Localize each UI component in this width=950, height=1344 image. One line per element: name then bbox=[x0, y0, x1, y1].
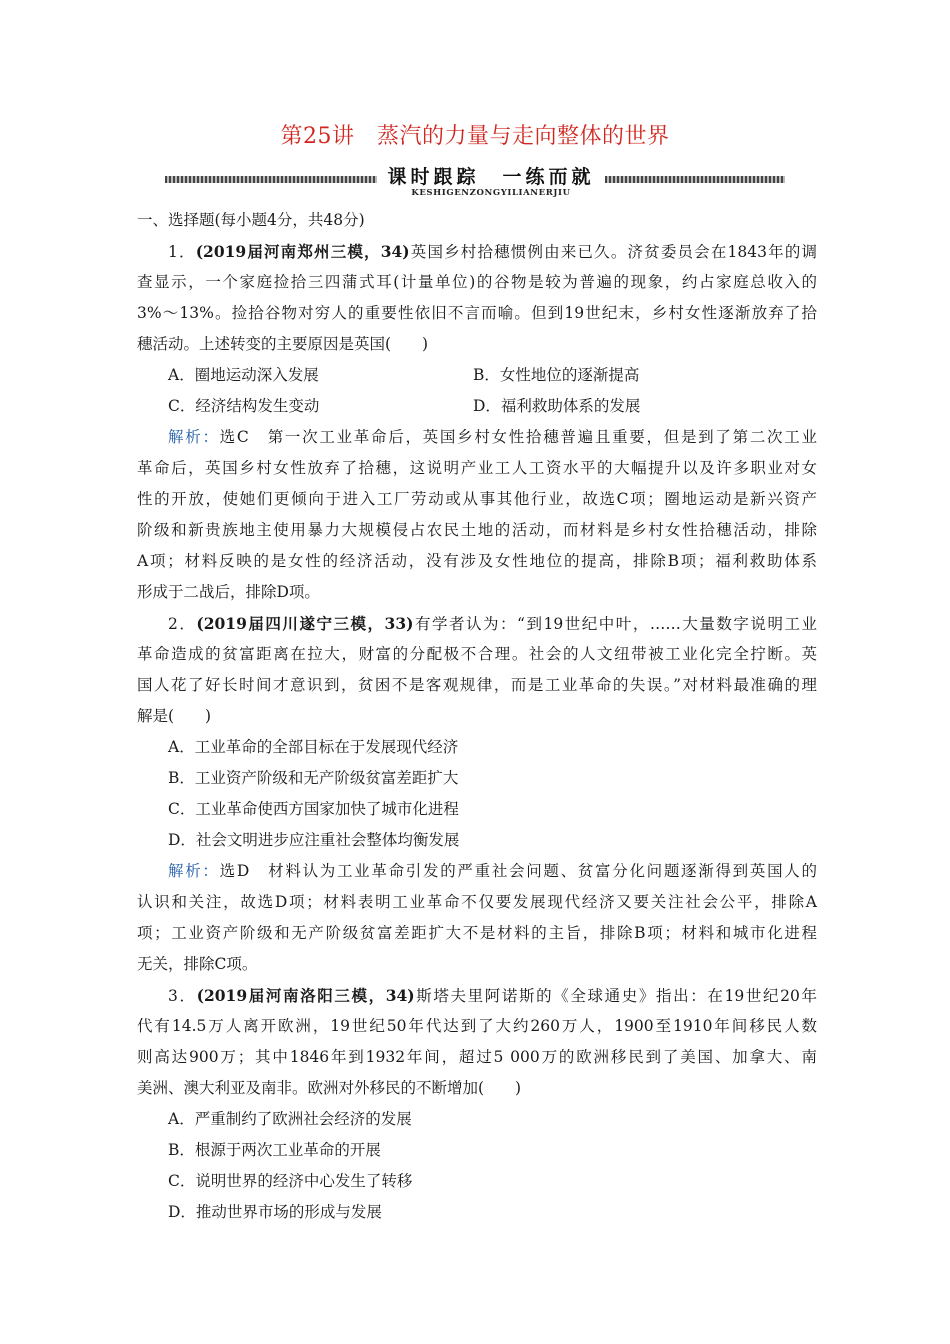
option-c[interactable]: C．经济结构发生变动 bbox=[168, 397, 320, 415]
question-text: 斯塔夫里阿诺斯的《全球通史》指出：在19世纪20年 bbox=[414, 987, 817, 1005]
banner-label: 课时跟踪 一练而就 bbox=[387, 166, 595, 188]
question-stem-line bbox=[137, 236, 817, 267]
analysis-line: 形成于二战后，排除D项。 bbox=[137, 583, 320, 601]
option-a[interactable]: A．圈地运动深入发展 bbox=[168, 366, 319, 384]
question-2 bbox=[137, 608, 817, 980]
banner-rule-right bbox=[605, 176, 785, 183]
question-1 bbox=[137, 236, 817, 608]
analysis-label: 解析： bbox=[168, 862, 220, 880]
analysis-line bbox=[137, 856, 817, 887]
question-stem-line bbox=[137, 608, 817, 639]
analysis-line: A项；材料反映的是女性的经济活动，没有涉及女性地位的提高，排除B项；福利救助体系 bbox=[137, 552, 817, 570]
question-stem-line: 革命造成的贫富距离在拉大，财富的分配极不合理。社会的人文纽带被工业化完全拧断。英 bbox=[137, 645, 817, 663]
question-stem-line: 则高达900万；其中1846年到1932年间，超过5 000万的欧洲移民到了美国、加拿大、南 bbox=[137, 1048, 817, 1066]
option-d[interactable]: D．社会文明进步应注重社会整体均衡发展 bbox=[168, 831, 460, 849]
question-text: 有学者认为：“到19世纪中叶，……大量数字说明工业 bbox=[413, 615, 817, 633]
option-d[interactable]: D．福利救助体系的发展 bbox=[473, 397, 641, 415]
question-text: 英国乡村拾穗惯例由来已久。济贫委员会在1843年的调 bbox=[409, 243, 817, 261]
option-c[interactable]: C．工业革命使西方国家加快了城市化进程 bbox=[168, 800, 459, 818]
option-c[interactable]: C．说明世界的经济中心发生了转移 bbox=[168, 1172, 413, 1190]
question-3 bbox=[137, 980, 817, 1228]
question-source: (2019届河南洛阳三模，34) bbox=[196, 986, 415, 1005]
question-number: 2． bbox=[168, 615, 197, 633]
option-b[interactable]: B．根源于两次工业革命的开展 bbox=[168, 1141, 381, 1159]
option-row bbox=[137, 391, 817, 422]
question-number: 1． bbox=[168, 243, 196, 261]
question-stem-line: 代有14.5万人离开欧洲，19世纪50年代达到了大约260万人，1900至1910年间移民人数 bbox=[137, 1017, 817, 1035]
section-heading: 一、选择题(每小题4分，共48分) bbox=[137, 211, 365, 229]
analysis-text: 选D 材料认为工业革命引发的严重社会问题、贫富分化问题逐渐得到英国人的 bbox=[219, 862, 817, 880]
option-row bbox=[137, 360, 817, 391]
lesson-title: 第25讲 蒸汽的力量与走向整体的世界 bbox=[280, 124, 670, 149]
question-stem-line: 3%～13%。捡拾谷物对穷人的重要性依旧不言而喻。但到19世纪末，乡村女性逐渐放弃了拾 bbox=[137, 304, 817, 322]
analysis-line: 阶级和新贵族地主使用暴力大规模侵占农民土地的活动，而材料是乡村女性拾穗活动，排除 bbox=[137, 521, 817, 539]
option-b[interactable]: B．工业资产阶级和无产阶级贫富差距扩大 bbox=[168, 769, 459, 787]
analysis-text: 选C 第一次工业革命后，英国乡村女性拾穗普遍且重要，但是到了第二次工业 bbox=[219, 428, 817, 446]
analysis-label: 解析： bbox=[168, 428, 220, 446]
analysis-line: 革命后，英国乡村女性放弃了拾穗，这说明产业工人工资水平的大幅提升以及许多职业对女 bbox=[137, 459, 817, 477]
question-stem-line: 国人花了好长时间才意识到，贫困不是客观规律，而是工业革命的失误。”对材料最准确的理 bbox=[137, 676, 817, 694]
question-number: 3． bbox=[168, 987, 197, 1005]
question-source: (2019届河南郑州三模，34) bbox=[195, 242, 410, 261]
option-d[interactable]: D．推动世界市场的形成与发展 bbox=[168, 1203, 382, 1221]
analysis-line: 无关，排除C项。 bbox=[137, 955, 258, 973]
question-list bbox=[137, 205, 817, 1228]
banner-subtitle: KESHIGENZONGYILIANERJIU bbox=[411, 188, 571, 198]
question-stem-line: 美洲、澳大利亚及南非。欧洲对外移民的不断增加( ) bbox=[137, 1079, 522, 1097]
section-banner bbox=[165, 160, 785, 200]
option-a[interactable]: A．工业革命的全部目标在于发展现代经济 bbox=[168, 738, 459, 756]
question-stem-line bbox=[137, 980, 817, 1011]
banner-rule-left bbox=[165, 176, 377, 183]
question-stem-line: 穗活动。上述转变的主要原因是英国( ) bbox=[137, 335, 429, 353]
analysis-line: 项；工业资产阶级和无产阶级贫富差距扩大不是材料的主旨，排除B项；材料和城市化进程 bbox=[137, 924, 817, 942]
analysis-line bbox=[137, 422, 817, 453]
question-stem-line: 查显示，一个家庭捡拾三四蒲式耳(计量单位)的谷物是较为普遍的现象，约占家庭总收入的 bbox=[137, 273, 817, 291]
question-source: (2019届四川遂宁三模，33) bbox=[196, 614, 414, 633]
analysis-line: 认识和关注，故选D项；材料表明工业革命不仅要发展现代经济又要关注社会公平，排除A bbox=[137, 893, 817, 911]
option-a[interactable]: A．严重制约了欧洲社会经济的发展 bbox=[168, 1110, 412, 1128]
option-b[interactable]: B．女性地位的逐渐提高 bbox=[473, 366, 640, 384]
question-stem-line: 解是( ) bbox=[137, 707, 212, 725]
analysis-line: 性的开放，使她们更倾向于进入工厂劳动或从事其他行业，故选C项；圈地运动是新兴资产 bbox=[137, 490, 817, 508]
